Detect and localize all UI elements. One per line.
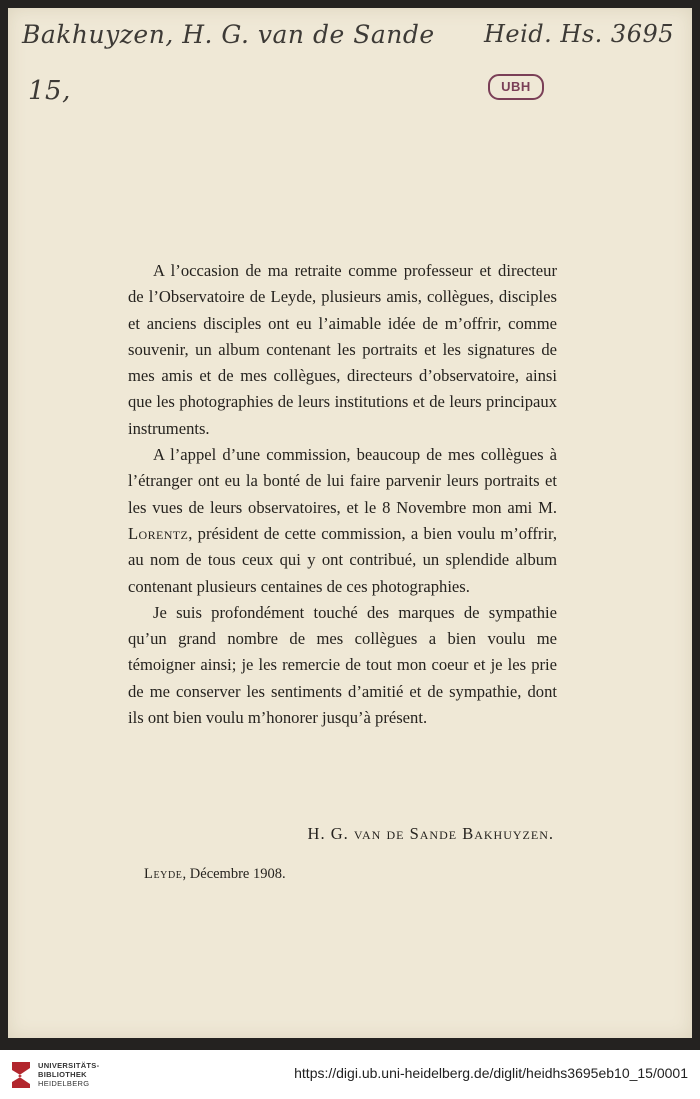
letter-paragraph-3: Je suis profondément touché des marques de sympathie qu’un grand nombre de mes collègues a bien voulu me témoigner ainsi; je les remercie de tout mon coeur et je les prie de me conserver les sentiments d’amitié et de sympathie, dont ils ont bien voulu m’honorer jusqu’à présent. (128, 602, 557, 728)
handwritten-shelfmark: Heid. Hs. 3695 (484, 20, 675, 48)
logo-line-3: HEIDELBERG (38, 1079, 90, 1088)
letter-paragraph-2 (128, 442, 557, 600)
name-lorentz: Lorentz (128, 523, 189, 543)
logo-line-1: UNIVERSITÄTS- (38, 1061, 100, 1070)
viewer-footer (0, 1050, 700, 1099)
letter-signature: H. G. van de Sande Bakhuyzen. (307, 824, 554, 843)
dateline-place: Leyde (144, 866, 183, 882)
letter-dateline (144, 866, 286, 883)
handwritten-item-number: 15, (28, 76, 71, 106)
permalink-url[interactable]: https://digi.ub.uni-heidelberg.de/diglit/heidhs3695eb10_15/0001 (294, 1065, 688, 1081)
logo-line-2: BIBLIOTHEK (38, 1070, 87, 1079)
paragraph-2-text-end: , président de cette commission, a bien voulu m’offrir, au nom de tous ceux qui y ont contribué, un splendide album contenant plusieurs centaines de ces photographies. (128, 523, 557, 596)
university-library-logo-icon (10, 1060, 32, 1090)
dateline-date: , Décembre 1908. (182, 866, 286, 882)
letter-paragraph-1: A l’occasion de ma retraite comme professeur et directeur de l’Observatoire de Leyde, plusieurs amis, collègues, disciples et anciens disciples ont eu l’aimable idée de m’offrir, comme souvenir, un album contenant les portraits et les signatures de mes amis et de mes collègues, directeurs d’observatoire, ainsi que les photographies de leurs institutions et de leurs principaux instruments. (128, 261, 557, 438)
paragraph-2-text-start: A l’appel d’une commission, beaucoup de mes collègues à l’étranger ont eu la bonté de lui faire parvenir leurs portraits et les vues de leurs observatoires, et le 8 Novembre mon ami M. (128, 445, 557, 517)
library-logo-text (38, 1061, 99, 1088)
library-stamp: UBH (488, 74, 544, 100)
handwritten-author-name: Bakhuyzen, H. G. van de Sande (22, 20, 435, 49)
letter-body (128, 258, 557, 731)
